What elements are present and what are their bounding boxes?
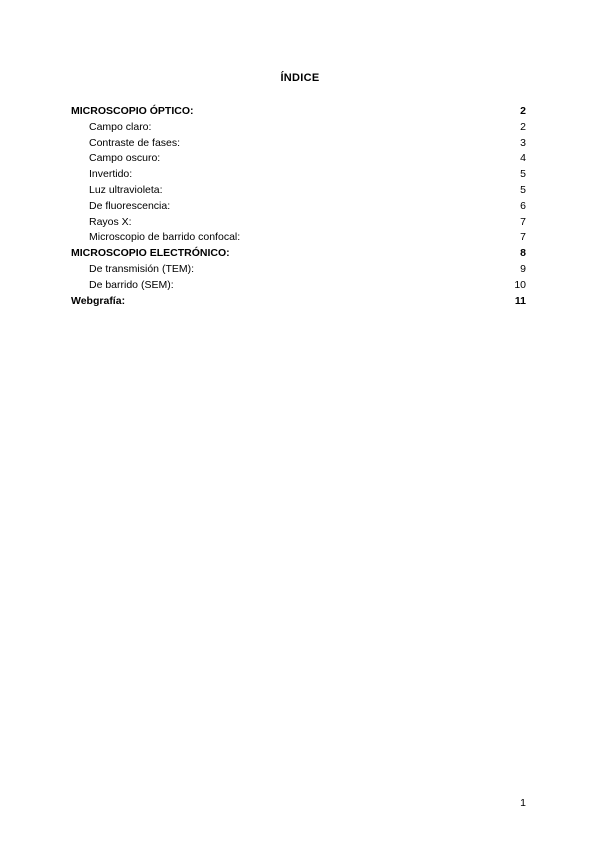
toc-entry-page: 3: [520, 136, 526, 149]
toc-entry-label: MICROSCOPIO ELECTRÓNICO:: [71, 247, 230, 260]
toc-entry-webgrafia[interactable]: [71, 294, 526, 310]
toc-entry-page: 11: [514, 294, 526, 307]
page-number: 1: [520, 797, 526, 809]
toc-entry-label: Rayos X:: [89, 215, 132, 228]
toc-entry-page: 9: [520, 262, 526, 275]
toc-entry-label: De barrido (SEM):: [89, 278, 174, 291]
toc-entry-label: MICROSCOPIO ÓPTICO:: [71, 105, 194, 117]
toc-entry-label: Luz ultravioleta:: [89, 183, 163, 196]
toc-entry-page: 2: [520, 105, 526, 117]
toc-entry-page: 10: [514, 278, 526, 291]
toc-entry-de-fluorescencia[interactable]: [71, 199, 526, 215]
toc-entry-label: Campo oscuro:: [89, 152, 161, 165]
toc-entry-page: 7: [520, 231, 526, 244]
toc-entry-de-barrido[interactable]: [71, 278, 526, 294]
toc-entry-page: 2: [520, 120, 526, 133]
table-of-contents: [71, 104, 526, 309]
toc-entry-label: De transmisión (TEM):: [89, 262, 195, 275]
toc-entry-campo-claro[interactable]: [71, 120, 526, 136]
toc-entry-page: 5: [520, 183, 526, 196]
toc-entry-page: 7: [520, 215, 526, 228]
toc-entry-luz-ultravioleta[interactable]: [71, 183, 526, 199]
toc-entry-label: Microscopio de barrido confocal:: [89, 231, 241, 244]
toc-entry-label: Campo claro:: [89, 120, 152, 133]
toc-entry-invertido[interactable]: [71, 167, 526, 183]
toc-entry-label: Contraste de fases:: [89, 136, 181, 149]
toc-entry-page: 8: [520, 247, 526, 260]
toc-entry-microscopio-electronico[interactable]: [71, 246, 526, 262]
toc-entry-page: 4: [520, 152, 526, 165]
toc-entry-campo-oscuro[interactable]: [71, 151, 526, 167]
toc-entry-contraste-de-fases[interactable]: [71, 136, 526, 152]
toc-entry-rayos-x[interactable]: [71, 215, 526, 231]
toc-entry-page: 5: [520, 168, 526, 181]
toc-entry-label: Invertido:: [89, 168, 133, 181]
page-title: ÍNDICE: [280, 72, 320, 84]
toc-entry-microscopio-optico[interactable]: [71, 104, 526, 120]
toc-entry-de-transmision[interactable]: [71, 262, 526, 278]
toc-entry-label: De fluorescencia:: [89, 199, 171, 212]
toc-entry-label: Webgrafía:: [71, 294, 126, 307]
toc-entry-page: 6: [520, 199, 526, 212]
toc-entry-barrido-confocal[interactable]: [71, 230, 526, 246]
